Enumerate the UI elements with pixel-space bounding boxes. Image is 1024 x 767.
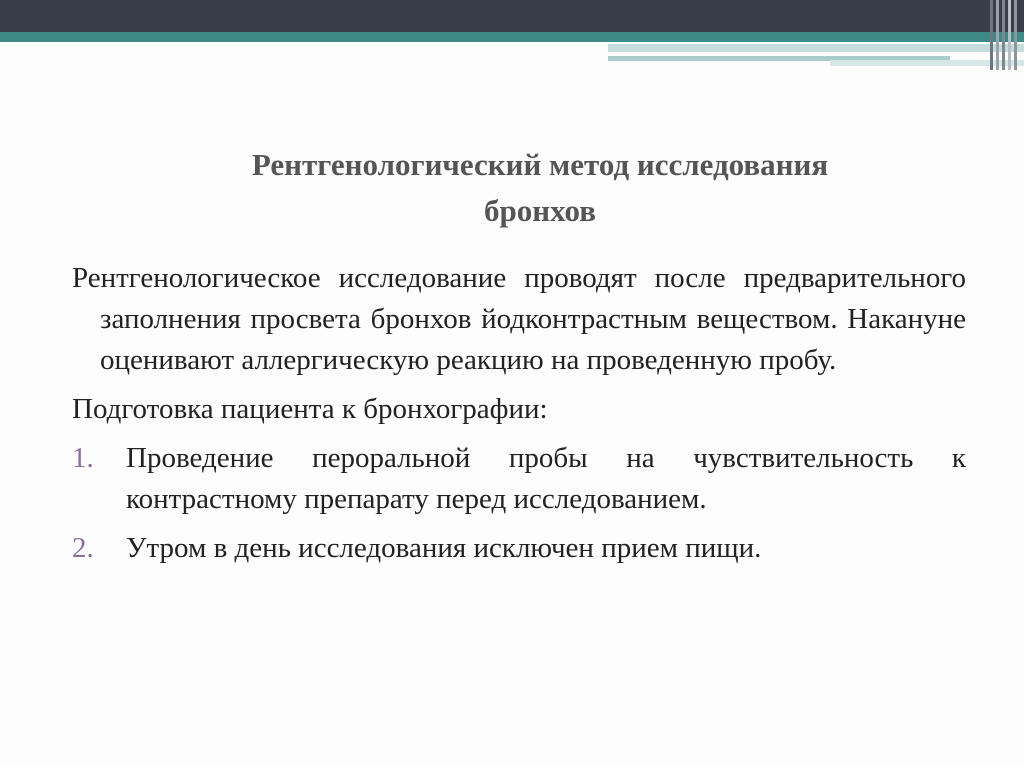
prep-heading: Подготовка пациента к бронхографии:	[72, 393, 548, 425]
list-number: 2.	[72, 532, 94, 564]
list-item	[72, 438, 966, 520]
header-bar-dark	[0, 0, 1024, 32]
header-accent-bar	[608, 44, 1024, 52]
slide-body	[72, 258, 966, 577]
title-line: Рентгенологический метод исследования	[251, 147, 829, 182]
header-bar-teal	[0, 32, 1024, 42]
list-text: Проведение пероральной пробы на чувствительность к контрастному препарату перед исследованием.	[126, 442, 966, 515]
list-item	[72, 528, 966, 569]
page-title	[130, 142, 950, 234]
decorative-stripes	[988, 0, 1024, 70]
list-text: Утром в день исследования исключен прием пищи.	[126, 532, 762, 564]
intro-paragraph: Рентгенологическое исследование проводят после предварительного заполнения просвета бронхов йодконтрастным веществом. Накануне оценивают аллергическую реакцию на проведенную пробу.	[72, 262, 966, 376]
title-line: бронхов	[484, 193, 596, 228]
list-number: 1.	[72, 442, 94, 474]
